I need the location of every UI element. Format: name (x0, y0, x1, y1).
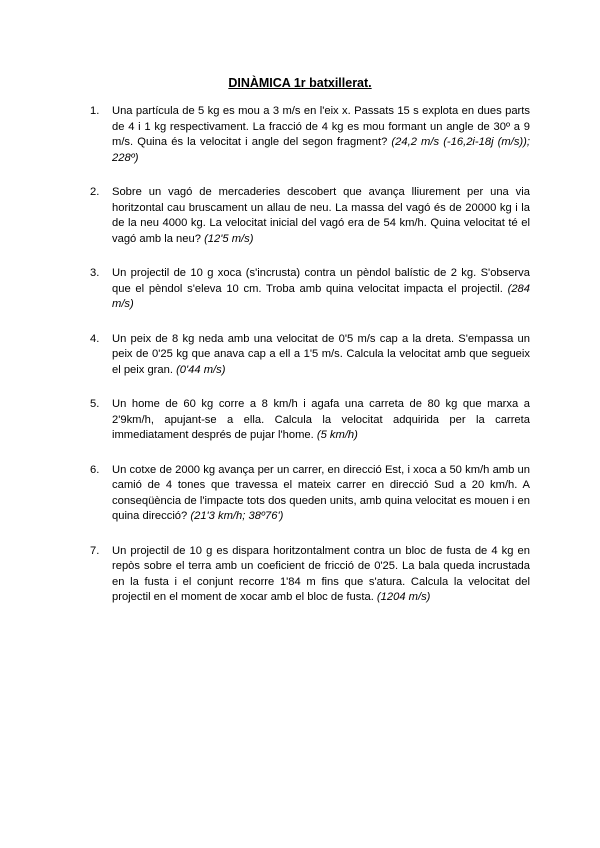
problem-answer: (5 km/h) (316, 429, 358, 441)
problem-item (90, 544, 530, 606)
problem-answer: (24,2 m/s (-16,2i-18j (m/s)); 228º) (112, 136, 530, 164)
problem-number: 5. (90, 398, 100, 410)
document-title: DINÀMICA 1r batxillerat. (228, 76, 372, 90)
problem-number: 1. (90, 105, 100, 117)
problem-answer: (0'44 m/s) (176, 363, 226, 376)
problem-number: 7. (90, 544, 100, 557)
problem-item (90, 185, 530, 247)
problem-item (90, 104, 530, 166)
problem-answer: (284 m/s) (112, 282, 531, 310)
problem-text: Sobre un vagó de mercaderies descobert que avança lliurement per una via horitzontal cau bruscament un allau de neu. La massa del vagó és de 20000 kg i la de la neu 4000 kg. La velocitat inicial del vagó era de 54 km/h. Quina velocitat té el vagó amb la neu? (112, 186, 530, 245)
problem-item (90, 397, 530, 444)
problem-text: Un cotxe de 2000 kg avança per un carrer, en direcció Est, i xoca a 50 km/h amb un camió de 4 tones que travessa el mateix carrer en direcció Sud a 20 km/h. A conseqüència de l'impacte tots dos queden units, amb quina velocitat es mouen i en quina direcció? (112, 463, 530, 522)
problem-text: Un home de 60 kg corre a 8 km/h i agafa una carreta de 80 kg que marxa a 2'9km/h, apujant-se a ella. Calcula la velocitat adquirida per la carreta immediatament després de pujar l'home. (112, 398, 530, 441)
problem-text: Un projectil de 10 g xoca (s'incrusta) contra un pèndol balístic de 2 kg. S'observa que el pèndol s'eleva 10 cm. Troba amb quina velocitat impacta el projectil. (112, 267, 530, 295)
problem-number: 2. (90, 186, 100, 198)
problem-answer: (12'5 m/s) (204, 232, 254, 245)
problem-item (90, 463, 530, 525)
problem-text: Un peix de 8 kg neda amb una velocitat de 0'5 m/s cap a la dreta. S'empassa un peix de 0'25 kg que anava cap a ell a 1'5 m/s. Calcula la velocitat amb que segueix el peix gran. (112, 332, 530, 376)
problem-text: Un projectil de 10 g es dispara horitzontalment contra un bloc de fusta de 4 kg en repòs sobre el terra amb un coeficient de fricció de 0'25. La bala queda incrustada en la fusta i el conjunt recorre 1'84 m fins que s'atura. Calcula la velocitat del projectil en el moment de xocar amb el bloc de fusta. (112, 544, 530, 603)
problem-answer: (21'3 km/h; 38º76') (190, 510, 284, 522)
problem-number: 6. (90, 463, 100, 476)
problem-text: Una partícula de 5 kg es mou a 3 m/s en l'eix x. Passats 15 s explota en dues parts de 4 i 1 kg respectivament. La fracció de 4 kg es mou formant un angle de 30º a 9 m/s. Quina és la velocitat i angle del segon fragment? (112, 105, 530, 148)
problem-item (90, 332, 530, 379)
problem-list (90, 104, 530, 625)
problem-answer: (1204 m/s) (376, 591, 431, 603)
problem-item (90, 266, 530, 313)
problem-number: 4. (90, 332, 100, 345)
problem-number: 3. (90, 267, 100, 279)
